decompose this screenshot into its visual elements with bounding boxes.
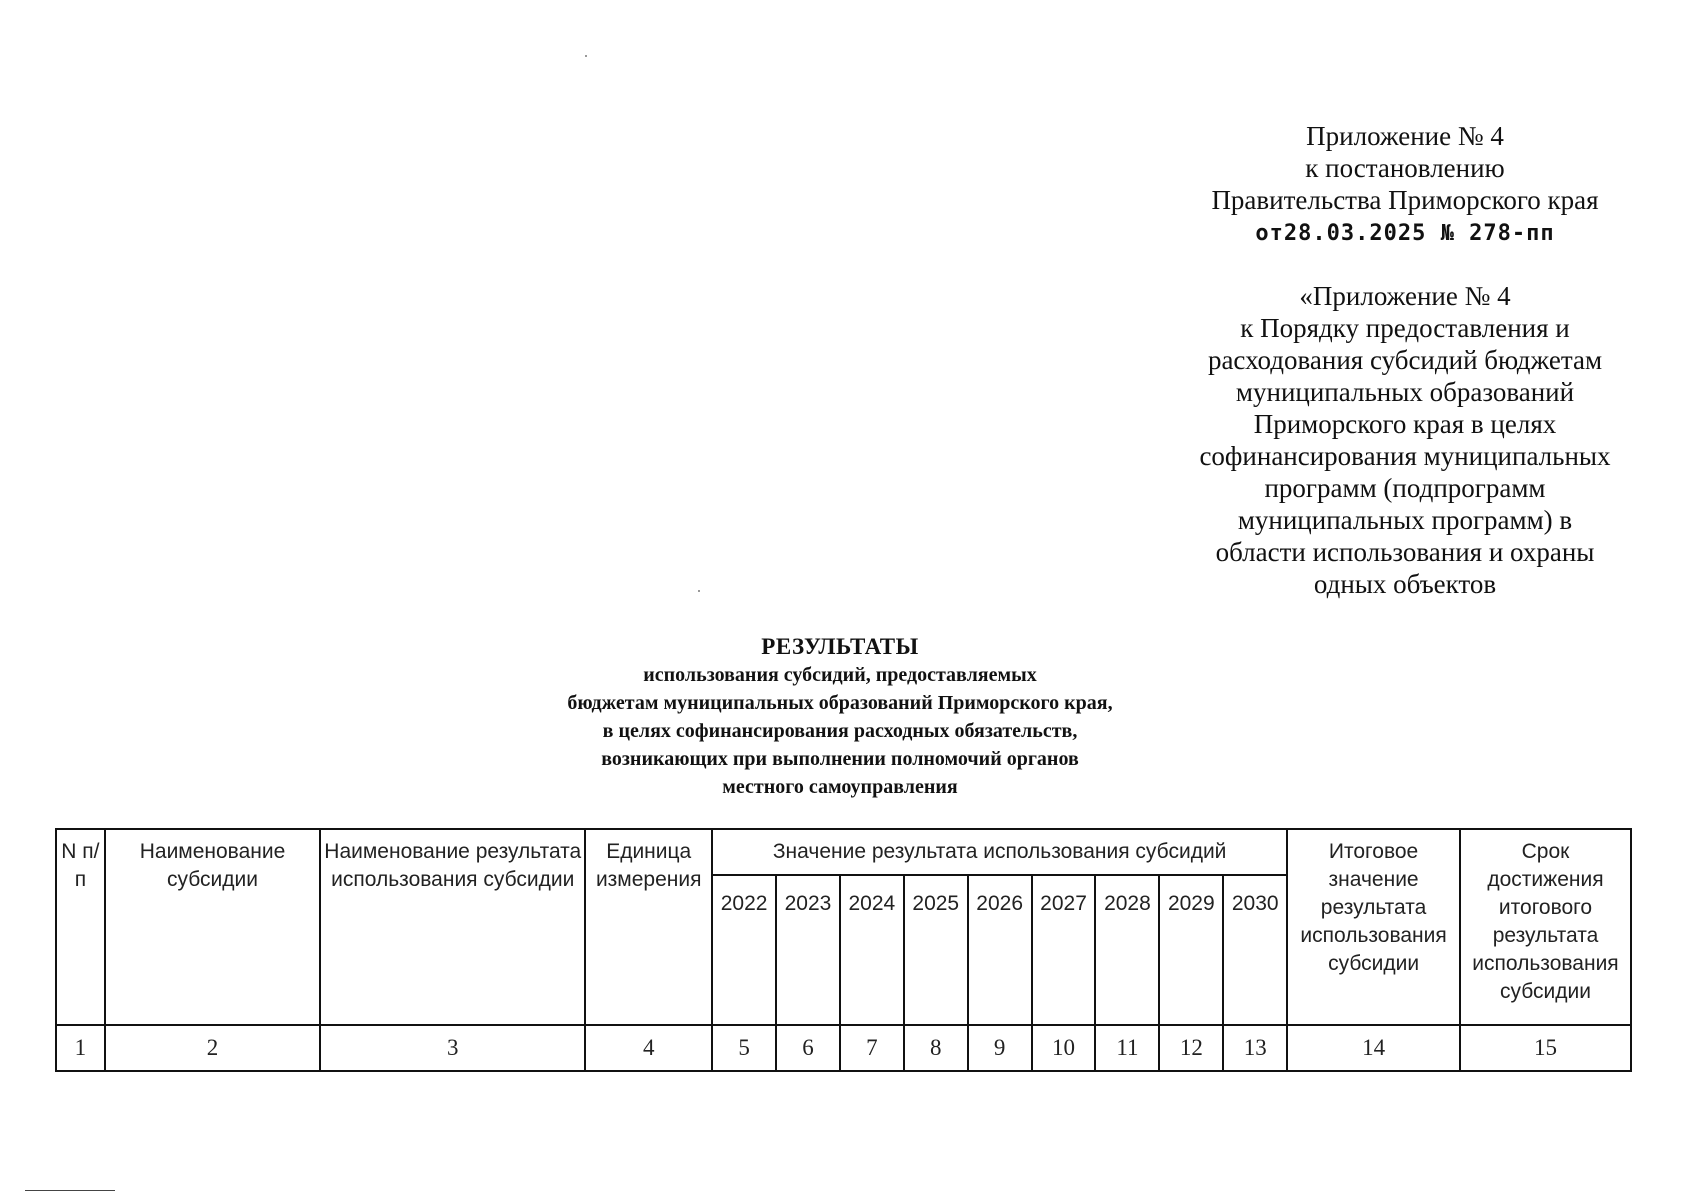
annex-header	[1175, 120, 1635, 250]
col-header-year: 2024	[840, 875, 904, 1025]
column-number-cell: 9	[968, 1025, 1032, 1071]
col-header-total: Итоговое значение результата использования субсидии	[1287, 829, 1460, 1025]
column-number-cell: 14	[1287, 1025, 1460, 1071]
col-header-year: 2029	[1159, 875, 1223, 1025]
column-number-cell: 12	[1159, 1025, 1223, 1071]
annex-line: Приложение № 4	[1306, 121, 1504, 151]
title-line: использования субсидий, предоставляемых	[643, 664, 1037, 686]
title-line: бюджетам муниципальных образований Приморского края,	[567, 692, 1113, 714]
column-number-cell: 7	[840, 1025, 904, 1071]
col-header-year: 2026	[968, 875, 1032, 1025]
column-number-cell: 2	[105, 1025, 320, 1071]
annex-quote-line: к Порядку предоставления и	[1240, 313, 1570, 343]
col-header-result: Наименование результата использования субсидии	[320, 829, 585, 1025]
column-number-cell: 13	[1223, 1025, 1287, 1071]
column-number-cell: 1	[56, 1025, 105, 1071]
column-number-cell: 10	[1032, 1025, 1096, 1071]
col-header-subsidy: Наименование субсидии	[105, 829, 320, 1025]
column-number-cell: 6	[776, 1025, 840, 1071]
col-header-values: Значение результата использования субсидий	[712, 829, 1287, 875]
annex-quote-line: «Приложение № 4	[1299, 281, 1511, 311]
title-line: местного самоуправления	[722, 776, 958, 798]
title-line: возникающих при выполнении полномочий органов	[601, 748, 1079, 770]
col-header-year: 2027	[1032, 875, 1096, 1025]
document-title	[440, 633, 1240, 801]
annex-quote-line: области использования и охраны	[1215, 537, 1595, 567]
column-number-cell: 5	[712, 1025, 776, 1071]
title-line: в целях софинансирования расходных обязательств,	[602, 720, 1078, 742]
col-header-year: 2025	[904, 875, 968, 1025]
annex-quote-line: муниципальных образований	[1235, 377, 1575, 407]
annex-quote-line: муниципальных программ) в	[1237, 505, 1573, 535]
table-row-numbering	[56, 1025, 1631, 1071]
annex-quote-line: софинансирования муниципальных	[1199, 441, 1611, 471]
col-header-deadline: Срок достижения итогового результата использования субсидии	[1460, 829, 1631, 1025]
annex-quote-line: одных объектов	[1313, 569, 1497, 599]
registration-number: от28.03.2025 № 278-пп	[1255, 221, 1555, 246]
annex-quote-line: программ (подпрограмм	[1264, 473, 1546, 503]
column-number-cell: 4	[585, 1025, 712, 1071]
footnote-separator	[25, 1190, 115, 1191]
column-number-cell: 15	[1460, 1025, 1631, 1071]
table-header-row	[56, 829, 1631, 875]
column-number-cell: 3	[320, 1025, 585, 1071]
title-main: РЕЗУЛЬТАТЫ	[761, 634, 919, 659]
col-header-unit: Единица измерения	[585, 829, 712, 1025]
scan-speck	[585, 55, 587, 57]
annex-line: Правительства Приморского края	[1211, 185, 1599, 215]
annex-quote-line: расходования субсидий бюджетам	[1207, 345, 1603, 375]
annex-quote	[1175, 280, 1635, 600]
col-header-year: 2023	[776, 875, 840, 1025]
col-header-year: 2030	[1223, 875, 1287, 1025]
col-header-number: N п/п	[56, 829, 105, 1025]
results-table	[55, 828, 1632, 1072]
col-header-year: 2022	[712, 875, 776, 1025]
column-number-cell: 11	[1095, 1025, 1159, 1071]
annex-quote-line: Приморского края в целях	[1253, 409, 1557, 439]
col-header-year: 2028	[1095, 875, 1159, 1025]
scan-speck	[698, 590, 700, 592]
column-number-cell: 8	[904, 1025, 968, 1071]
annex-line: к постановлению	[1305, 153, 1505, 183]
